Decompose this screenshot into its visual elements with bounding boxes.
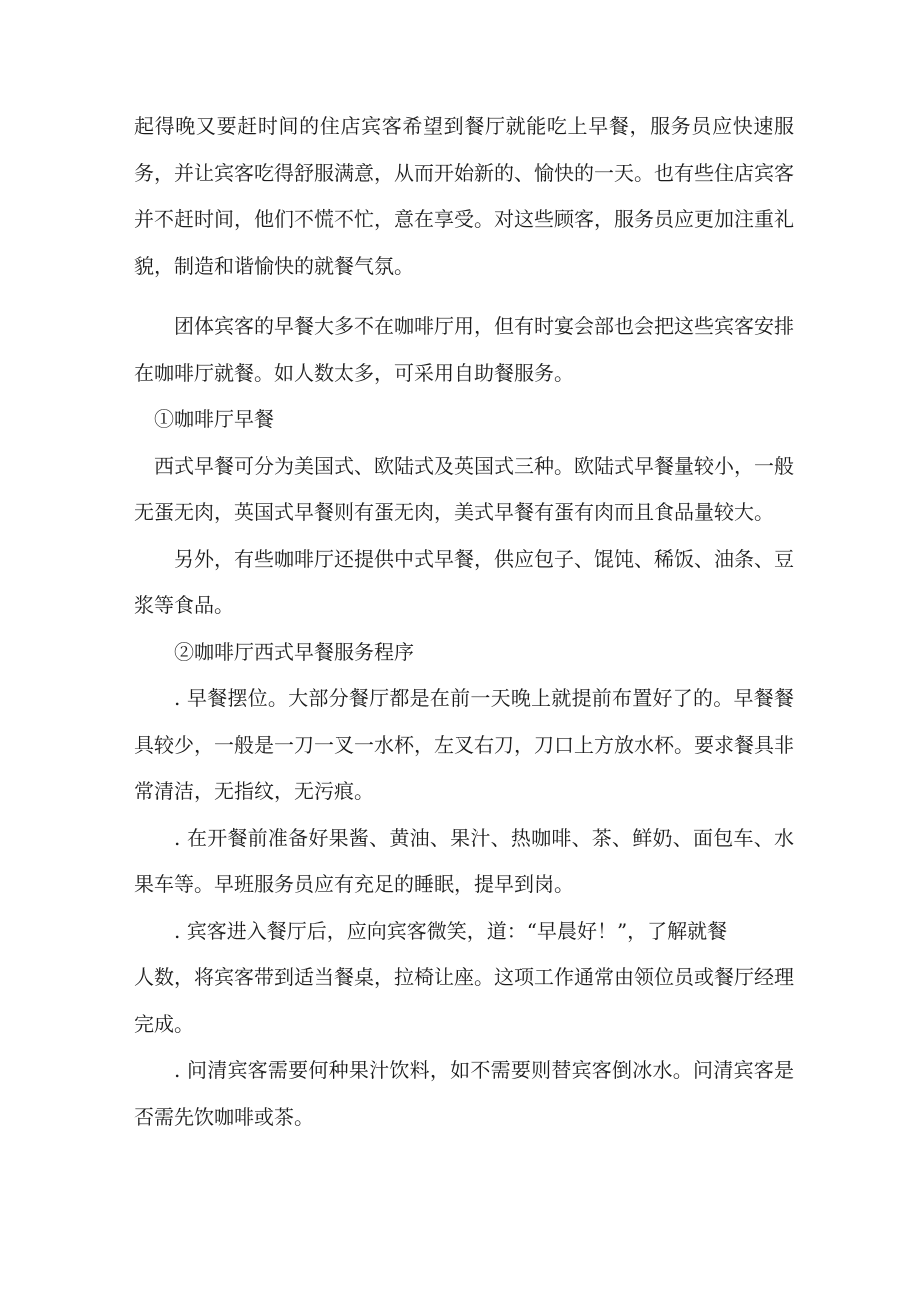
paragraph-step-table-setting: . 早餐摆位。大部分餐厅都是在前一天晚上就提前布置好了的。早餐餐具较少，一般是一刀一叉一水杯，左叉右刀，刀口上方放水杯。要求餐具非常清洁，无指纹，无污痕。 bbox=[134, 686, 794, 803]
paragraph-step-preparation: . 在开餐前准备好果酱、黄油、果汁、热咖啡、茶、鲜奶、面包车、水果车等。早班服务员应有充足的睡眠，提早到岗。 bbox=[134, 825, 794, 896]
heading-cafe-breakfast: ①咖啡厅早餐 bbox=[154, 407, 274, 431]
paragraph-group-guests: 团体宾客的早餐大多不在咖啡厅用，但有时宴会部也会把这些宾客安排在咖啡厅就餐。如人数太多，可采用自助餐服务。 bbox=[134, 314, 794, 385]
paragraph-intro: 起得晚又要赶时间的住店宾客希望到餐厅就能吃上早餐，服务员应快速服务，并让宾客吃得舒服满意，从而开始新的、愉快的一天。也有些住店宾客并不赶时间，他们不慌不忙，意在享受。对这些顾客，服务员应更加注重礼貌，制造和谐愉快的就餐气氛。 bbox=[134, 114, 794, 278]
document-body bbox=[134, 103, 794, 1140]
paragraph-step-seating: 人数，将宾客带到适当餐桌，拉椅让座。这项工作通常由领位员或餐厅经理完成。 bbox=[134, 965, 794, 1036]
heading-service-procedure: ②咖啡厅西式早餐服务程序 bbox=[174, 639, 414, 664]
paragraph-step-greeting: . 宾客进入餐厅后，应向宾客微笑，道：“早晨好！”，了解就餐 bbox=[174, 918, 728, 943]
paragraph-western-breakfast: 西式早餐可分为美国式、欧陆式及英国式三种。欧陆式早餐量较小，一般无蛋无肉，英国式早餐则有蛋无肉，美式早餐有蛋有肉而且食品量较大。 bbox=[134, 453, 794, 524]
paragraph-step-drinks: . 问清宾客需要何种果汁饮料，如不需要则替宾客倒冰水。问清宾客是否需先饮咖啡或茶。 bbox=[134, 1058, 794, 1129]
paragraph-chinese-breakfast: 另外，有些咖啡厅还提供中式早餐，供应包子、馄饨、稀饭、油条、豆浆等食品。 bbox=[134, 546, 794, 617]
